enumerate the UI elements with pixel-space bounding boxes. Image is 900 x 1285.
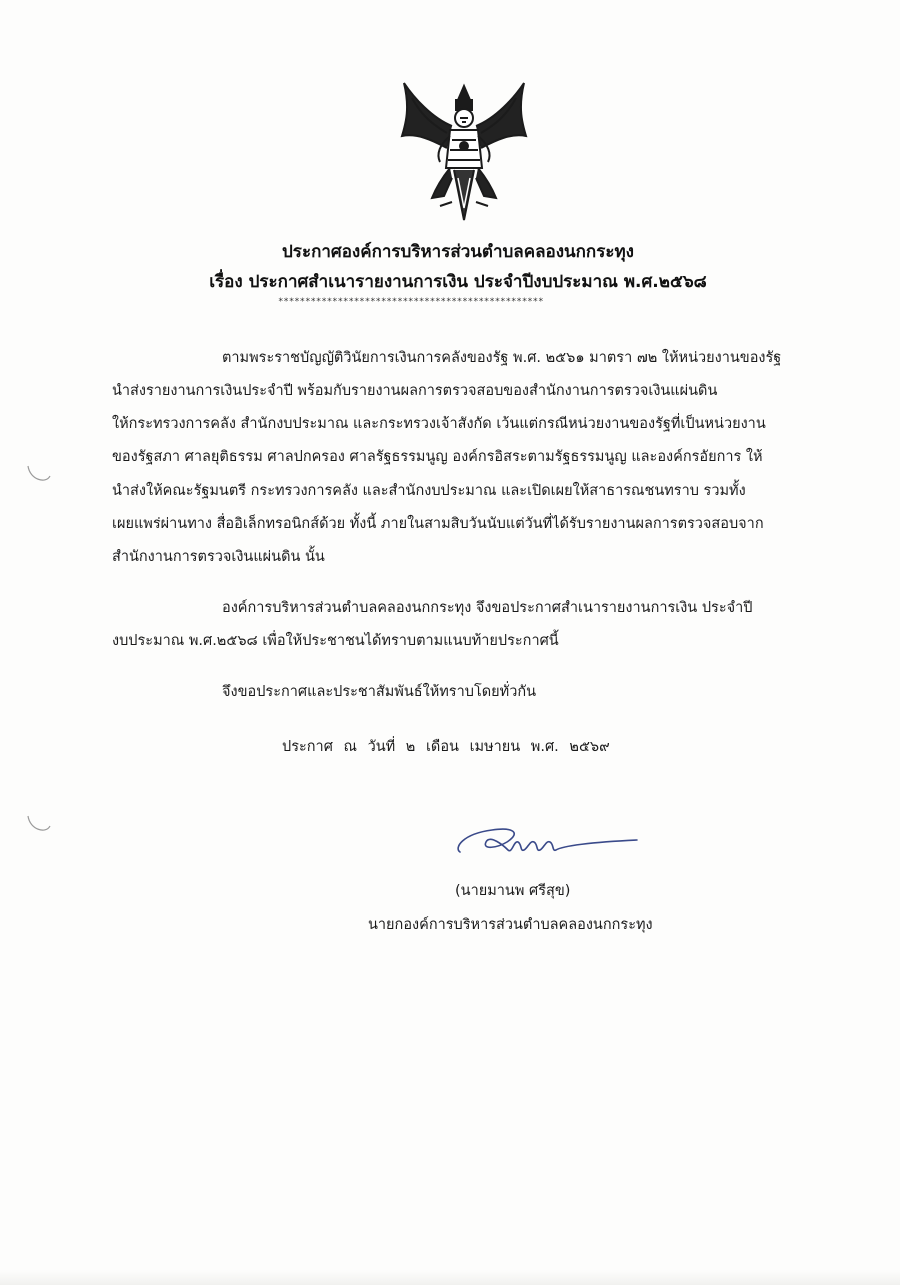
punch-hole-mark [26,458,52,484]
handwritten-signature [452,820,642,865]
announcement-title: ประกาศองค์การบริหารส่วนตำบลคลองนกกระทุง [282,242,634,262]
paragraph-1-line-7: สำนักงานการตรวจเงินแผ่นดิน นั้น [112,549,325,565]
paragraph-1-line-5: นำส่งให้คณะรัฐมนตรี กระทรวงการคลัง และสำนักงบประมาณ และเปิดเผยให้สาธารณชนทราบ รวมทั้ง [112,483,746,499]
signatory-position: นายกองค์การบริหารส่วนตำบลคลองนกกระทุง [368,917,653,933]
paragraph-1-line-3: ให้กระทรวงการคลัง สำนักงบประมาณ และกระทรวงเจ้าสังกัด เว้นแต่กรณีหน่วยงานของรัฐที่เป็นหน่วยงาน [112,416,766,432]
paragraph-3: จึงขอประกาศและประชาสัมพันธ์ให้ทราบโดยทั่วกัน [222,684,537,700]
paragraph-2-line-1: องค์การบริหารส่วนตำบลคลองนกกระทุง จึงขอประกาศสำเนารายงานการเงิน ประจำปี [222,600,753,616]
paragraph-1-line-6: เผยแพร่ผ่านทาง สื่ออิเล็กทรอนิกส์ด้วย ทั้งนี้ ภายในสามสิบวันนับแต่วันที่ได้รับรายงานผลการตรวจสอบจาก [112,516,764,532]
garuda-emblem-icon [392,78,537,228]
announcement-date: ประกาศ ณ วันที่ ๒ เดือน เมษายน พ.ศ. ๒๕๖๙ [282,739,610,755]
paragraph-1-line-2: นำส่งรายงานการเงินประจำปี พร้อมกับรายงานผลการตรวจสอบของสำนักงานการตรวจเงินแผ่นดิน [112,383,718,399]
paragraph-2-line-2: งบประมาณ พ.ศ.๒๕๖๘ เพื่อให้ประชาชนได้ทราบตามแนบท้ายประกาศนี้ [112,633,559,649]
paragraph-1-line-4: ของรัฐสภา ศาลยุติธรรม ศาลปกครอง ศาลรัฐธรรมนูญ องค์กรอิสระตามรัฐธรรมนูญ และองค์กรอัยการ ให้ [112,449,763,465]
announcement-subject: เรื่อง ประกาศสำเนารายงานการเงิน ประจำปีงบประมาณ พ.ศ.๒๕๖๘ [209,272,707,292]
paragraph-1-line-1: ตามพระราชบัญญัติวินัยการเงินการคลังของรัฐ พ.ศ. ๒๕๖๑ มาตรา ๗๒ ให้หน่วยงานของรัฐ [222,350,782,366]
scan-edge [0,1270,900,1285]
punch-hole-mark [26,808,52,834]
separator-line: ************************************************* [278,297,544,307]
signatory-name: (นายมานพ ศรีสุข) [455,883,571,899]
